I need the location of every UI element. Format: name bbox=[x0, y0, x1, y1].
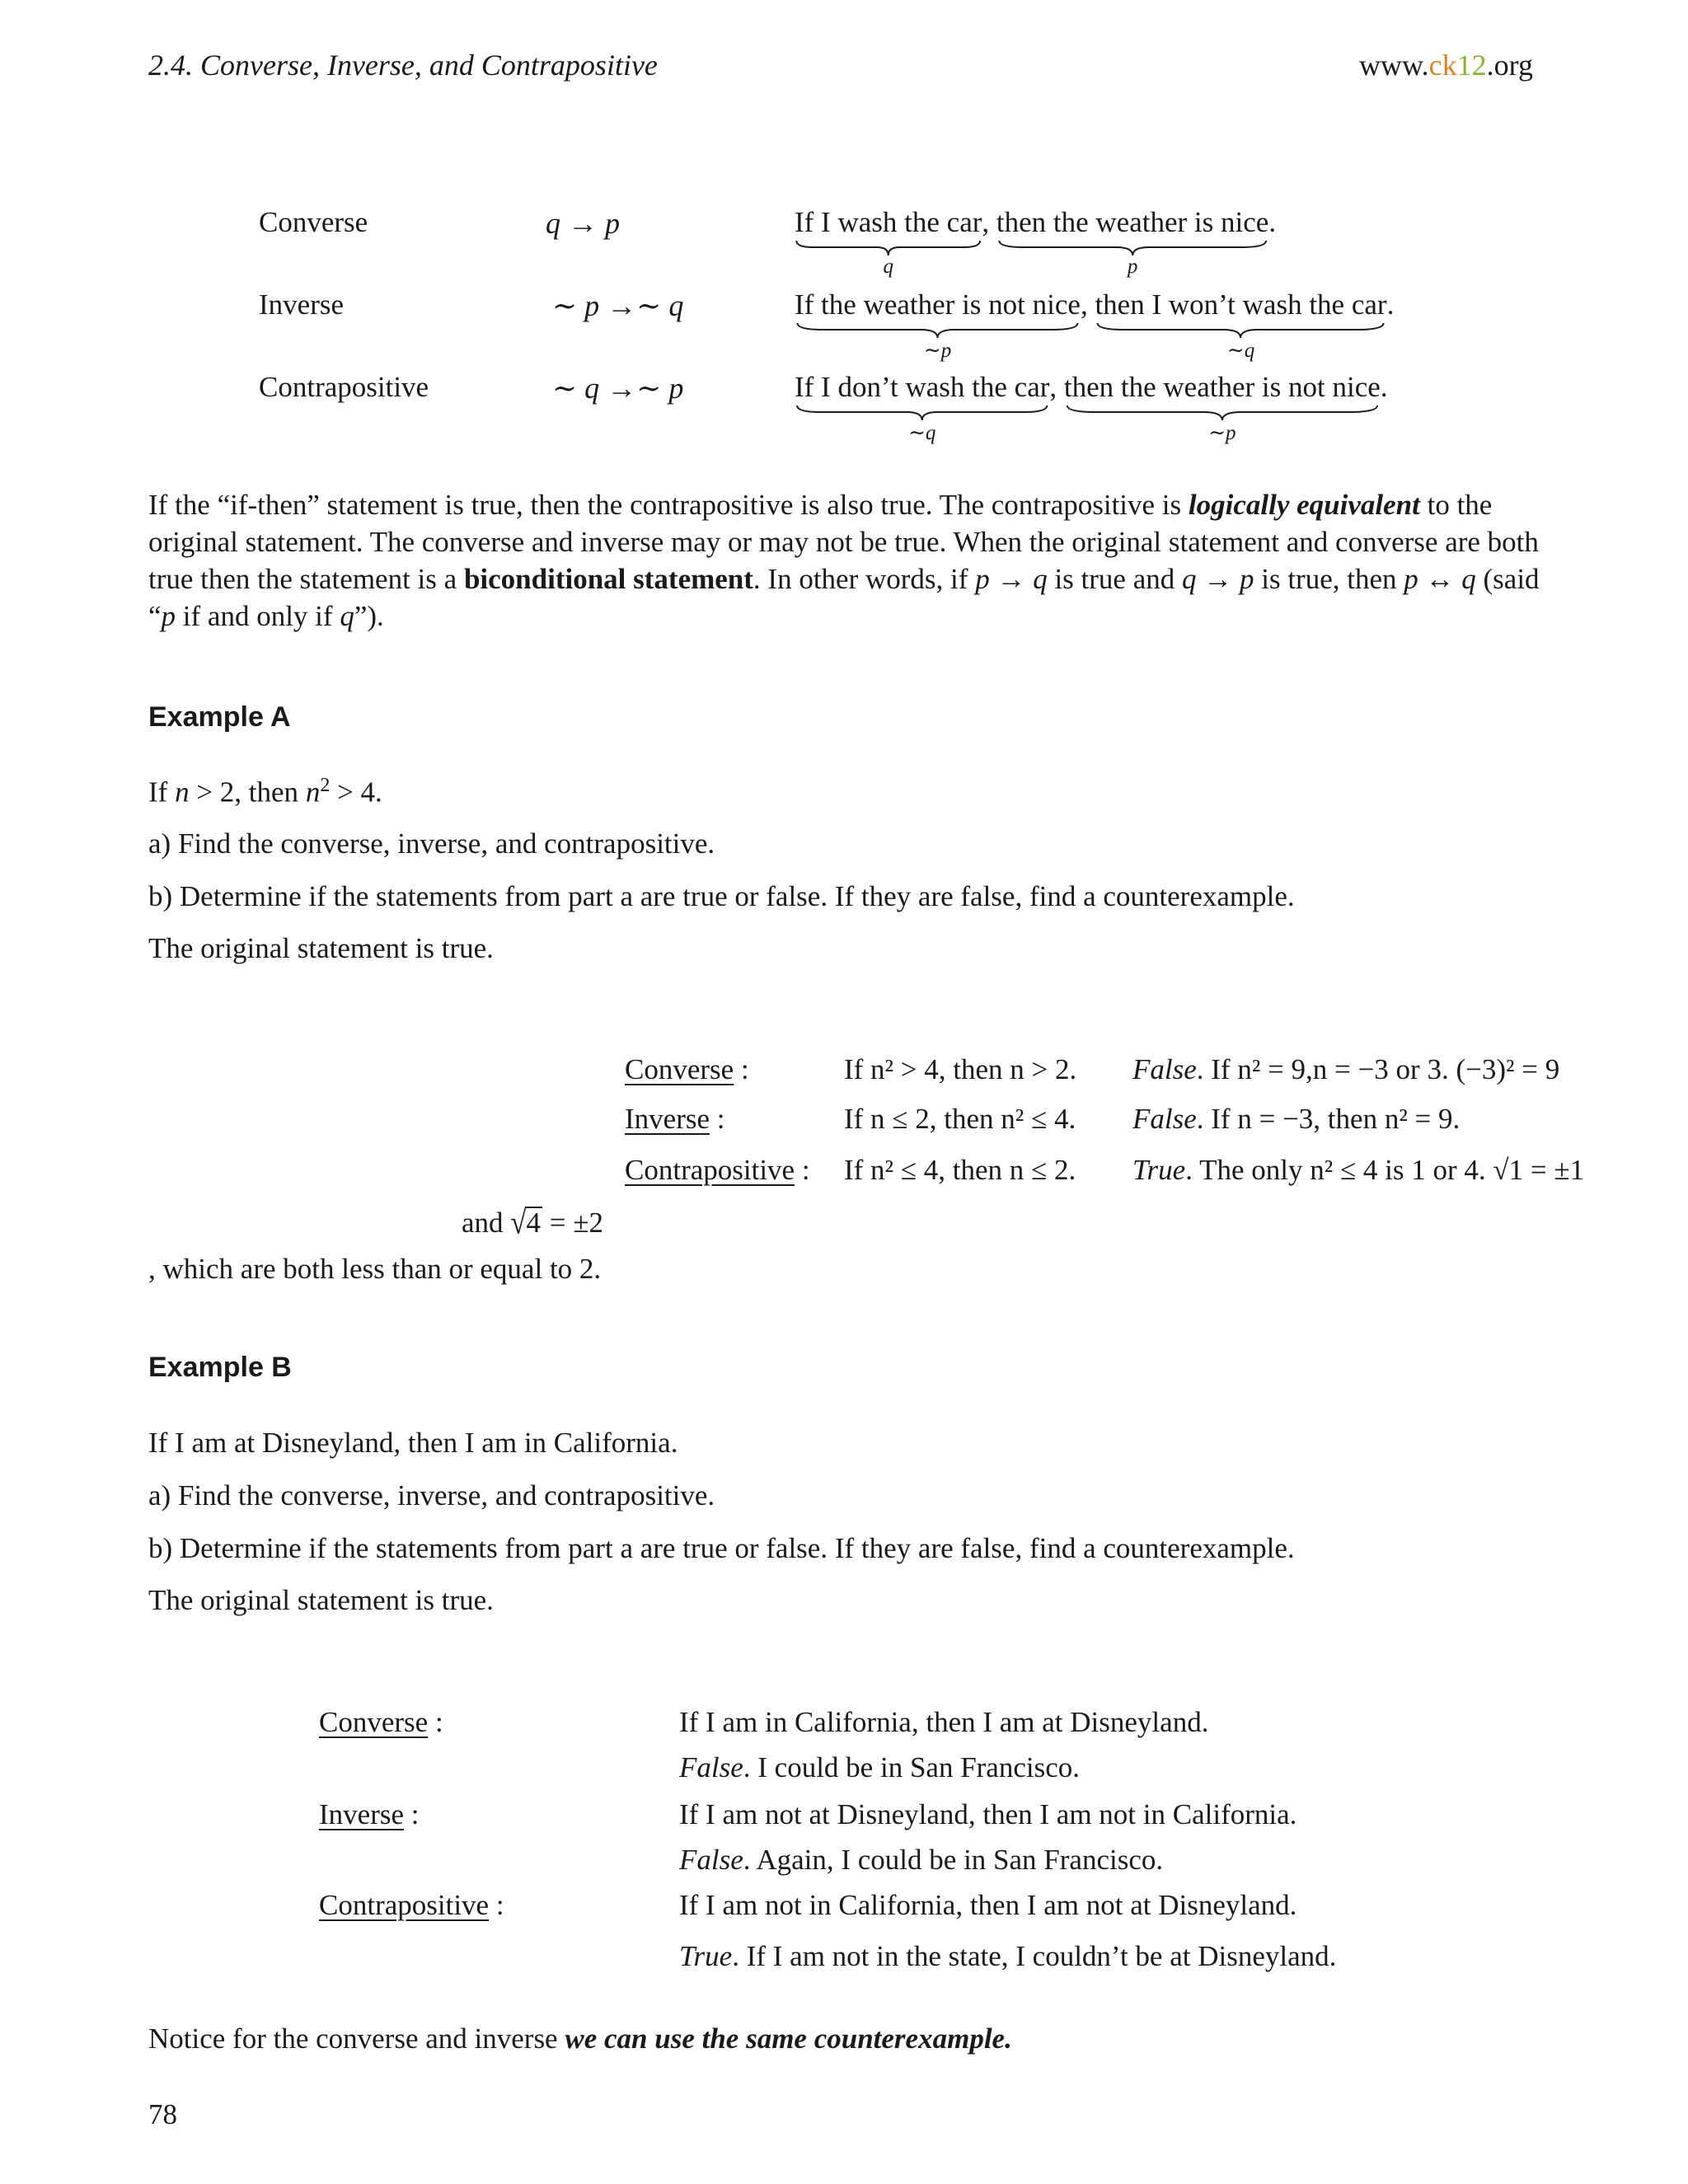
example-b-heading: Example B bbox=[148, 1352, 292, 1383]
brace-segment: then the weather is nice p bbox=[996, 206, 1269, 278]
example-b-answer-converse: False. I could be in San Francisco. bbox=[679, 1751, 1081, 1783]
statement-symbol-inverse: ∼ p →∼ q bbox=[552, 289, 684, 322]
statement-sentence-contrapositive: If I don’t wash the car ∼q , then the weather is not nice ∼p . bbox=[795, 371, 1388, 444]
example-b-stmt-contrapositive: If I am not in California, then I am not at Disneyland. bbox=[679, 1889, 1297, 1921]
term-logically-equivalent: logically equivalent bbox=[1188, 489, 1420, 521]
example-a-stmt-contrapositive: If n² ≤ 4, then n ≤ 2. bbox=[844, 1154, 1076, 1186]
example-b-stmt-converse: If I am in California, then I am at Disneyland. bbox=[679, 1706, 1209, 1738]
site-suffix: .org bbox=[1486, 49, 1533, 82]
example-a-trailing-math: and √4 = ±2 bbox=[462, 1204, 603, 1241]
statement-symbol-contrapositive: ∼ q →∼ p bbox=[552, 372, 684, 405]
site-12: 12 bbox=[1456, 49, 1487, 82]
running-header-section: 2.4. Converse, Inverse, and Contrapositive bbox=[148, 49, 658, 82]
statement-sentence-inverse: If the weather is not nice ∼p , then I won’t wash the car ∼q . bbox=[795, 288, 1395, 362]
example-a-label-converse: Converse : bbox=[625, 1053, 749, 1085]
example-b-stmt-inverse: If I am not at Disneyland, then I am not in California. bbox=[679, 1798, 1297, 1830]
underbrace-icon bbox=[795, 239, 982, 257]
example-b-answer-contrapositive: True. If I am not in the state, I couldn’t be at Disneyland. bbox=[679, 1940, 1337, 1972]
running-header-site[interactable] bbox=[1359, 48, 1533, 82]
example-a-stmt-converse: If n² > 4, then n > 2. bbox=[844, 1053, 1077, 1085]
brace-segment: If I wash the car q bbox=[795, 206, 982, 278]
intro-paragraph: If the “if-then” statement is true, then the contrapositive is also true. The contrapositive is logically equivalent to the original statement. The converse and inverse may or may not be true. When the original statement and converse are both true then the statement is a biconditional statement. In other words, if p → q is true and q → p is true, then p ↔ q (said “p if and only if q”). bbox=[148, 489, 1540, 632]
example-a-answer-converse: False. If n² = 9,n = −3 or 3. (−3)² = 9 bbox=[1132, 1053, 1560, 1085]
example-a-statement: If n > 2, then $n^2 > 4$. bbox=[148, 775, 382, 808]
underbrace-icon bbox=[795, 321, 1081, 340]
example-b-label-contrapositive: Contrapositive : bbox=[319, 1889, 504, 1921]
example-a-part-a: a) Find the converse, inverse, and contrapositive. bbox=[148, 827, 715, 860]
brace-label: ∼p bbox=[1208, 422, 1236, 444]
term-biconditional: biconditional statement bbox=[463, 563, 753, 595]
example-a-label-inverse: Inverse : bbox=[625, 1103, 725, 1135]
brace-label: ∼p bbox=[923, 340, 952, 362]
site-prefix: www. bbox=[1359, 49, 1429, 82]
example-b-part-a: a) Find the converse, inverse, and contrapositive. bbox=[148, 1479, 715, 1511]
underbrace-icon bbox=[996, 239, 1268, 257]
example-b-label-inverse: Inverse : bbox=[319, 1798, 420, 1830]
radical-icon: √ bbox=[510, 1204, 527, 1241]
example-a-label-contrapositive: Contrapositive : bbox=[625, 1154, 810, 1186]
brace-segment: then the weather is not nice ∼p bbox=[1063, 371, 1381, 444]
example-b-statement: If I am at Disneyland, then I am in California. bbox=[148, 1427, 678, 1459]
underbrace-icon bbox=[795, 404, 1049, 422]
example-a-trailing-text: , which are both less than or equal to 2. bbox=[148, 1253, 602, 1285]
closing-emphasis: we can use the same counterexample. bbox=[565, 2022, 1012, 2055]
brace-segment: If I don’t wash the car ∼q bbox=[795, 371, 1050, 444]
site-ck: ck bbox=[1428, 49, 1457, 82]
example-b-answer-inverse: False. Again, I could be in San Francisco. bbox=[679, 1844, 1164, 1876]
example-a-part-b: b) Determine if the statements from part a are true or false. If they are false, find a counterexample. bbox=[148, 880, 1295, 912]
statement-label-inverse: Inverse bbox=[259, 288, 345, 321]
example-a-answer-inverse: False. If n = −3, then n² = 9. bbox=[1132, 1103, 1461, 1135]
statement-sentence-converse: If I wash the car q , then the weather is nice p . bbox=[795, 206, 1277, 278]
statement-label-contrapositive: Contrapositive bbox=[259, 371, 429, 403]
brace-segment: If the weather is not nice ∼p bbox=[795, 288, 1081, 362]
brace-segment: then I won’t wash the car ∼q bbox=[1095, 288, 1387, 362]
brace-label: ∼q bbox=[1226, 340, 1255, 362]
brace-label: q bbox=[883, 255, 893, 278]
example-b-label-converse: Converse : bbox=[319, 1706, 443, 1738]
page-number: 78 bbox=[148, 2098, 177, 2130]
example-a-heading: Example A bbox=[148, 701, 291, 733]
closing-note: Notice for the converse and inverse we can use the same counterexample. bbox=[148, 2022, 1012, 2055]
example-a-answer-contrapositive: True. The only n² ≤ 4 is 1 or 4. √1 = ±1 bbox=[1132, 1154, 1585, 1186]
example-a-original: The original statement is true. bbox=[148, 932, 494, 964]
example-b-original: The original statement is true. bbox=[148, 1584, 494, 1616]
example-a-stmt-inverse: If n ≤ 2, then n² ≤ 4. bbox=[844, 1103, 1076, 1135]
brace-label: ∼q bbox=[907, 422, 936, 444]
statement-label-converse: Converse bbox=[259, 206, 368, 238]
underbrace-icon bbox=[1064, 404, 1381, 422]
underbrace-icon bbox=[1095, 321, 1386, 340]
example-b-part-b: b) Determine if the statements from part a are true or false. If they are false, find a counterexample. bbox=[148, 1532, 1295, 1564]
brace-label: p bbox=[1127, 255, 1138, 278]
statement-symbol-converse: q → p bbox=[546, 207, 620, 240]
